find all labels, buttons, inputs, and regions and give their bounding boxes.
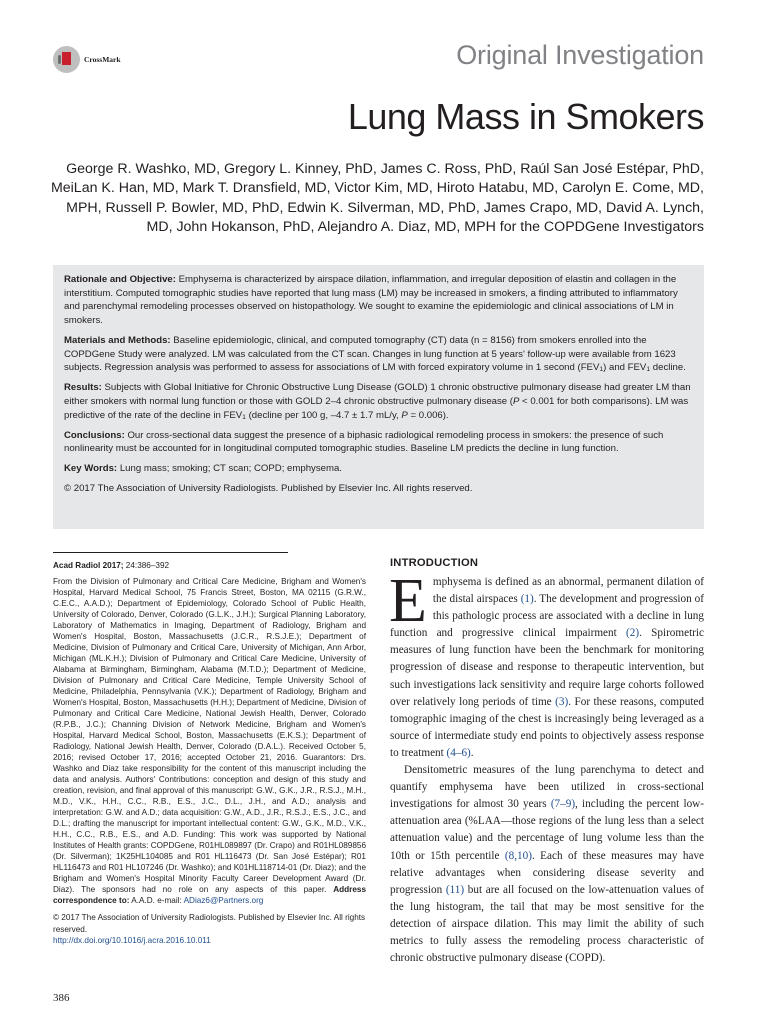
results-label: Results:: [64, 382, 102, 394]
abstract-rationale: [64, 273, 693, 328]
methods-label: Materials and Methods:: [64, 335, 171, 346]
abstract-copyright: © 2017 The Association of University Radiologists. Published by Elsevier Inc. All rights reserved.: [64, 483, 473, 495]
intro-text: , including the percent low-attenuation area (%LAA—those regions of the lung less than a select attenuation value) and the percentage of lung volume less than the 10th or 15th percentile: [390, 798, 704, 862]
conclusions-text: Our cross-sectional data suggest the presence of a biphasic radiological remodeling process in smokers: the presence of such nonlinearity must be accounted for in longitudinal computed tomographic studies. Baseline LM predicts the decline in lung function.: [64, 429, 664, 455]
conclusions-label: Conclusions:: [64, 429, 125, 441]
reference-link[interactable]: (2): [626, 627, 640, 640]
drop-cap: E: [389, 567, 427, 635]
doi-link[interactable]: http://dx.doi.org/10.1016/j.acra.2016.10.011: [53, 935, 211, 945]
intro-text: Densitometric measures of the lung parenchyma to detect and quantify emphysema have been utilized in cross-sectional investigations for almost 30 years: [390, 764, 704, 811]
reference-link[interactable]: (7–9): [550, 798, 576, 811]
methods-subscript: 1: [599, 366, 604, 374]
affiliations-text: From the Division of Pulmonary and Critical Care Medicine, Brigham and Women's Hospital, Harvard Medical School, 75 Francis Street, Boston, MA 02115 (G.R.W., C.E.C., A.A.D.); Department of Epidemiology, Colorado School of Public Health, University of Colorado, Denver, Colorado (G.L.K., J.H.); Surgical Planning Laboratory, Laboratory of Mathematics in Imaging, Department of Radiology, Brigham and Women's Hospital, Boston, Massachusetts (J.C.R., R.S.J.E.); Department of Medicine, Division of Pulmonary and Critical Care, University of Michigan, Ann Arbor, Michigan (ML.K.H.); Division of Pulmonary and Critical Care Medicine, University of Alabama at Birmingham, Birmingham, Alabama (M.T.D.); Department of Medicine, Division of Pulmonary and Critical Care Medicine, Temple University School of Medicine, Philadelphia, Pennsylvania (V.K.); Department of Radiology, Brigham and Women's Hospital, Boston, Massachusetts (H.H.); Department of Medicine, Division of Pulmonary and Critical Care Medicine, National Jewish Health, Denver, Colorado (R.P.B., J.C.); Channing Division of Network Medicine, Brigham and Women's Hospital, Harvard Medical School, Boston, Massachusetts (E.K.S.); Department of Radiology, National Jewish Health, Denver, Colorado (D.A.L.). Received October 5, 2016; revised October 17, 2016; accepted October 21, 2016. Guarantors: Drs. Washko and Diaz take responsibility for the content of this manuscript including the data and analysis. Authors' Contributions: conception and design of this study and creation, revision, and final approval of this manuscript: G.W., G.K., J.R., R.S.J., M.H., M.D., V.K., H.H., C.C., R.B., E.S., J.C., D.L., J.H., and A.D.; analysis and interpretation: G.W. and A.D.; data acquisition: G.W., A.D., J.R., R.S.J., E.S., J.C., and D.L.; drafting the manuscript for important intellectual content: G.W., G.K., M.D., V.K., H.H., C.C., R.B., E.S., and A.D. Funding: This work was supported by National Institutes of Health grants: COPDGene, R01HL089897 (Dr. Crapo) and R01HL089856 (Dr. Silverman); 1K25HL104085 and R01 HL116473 (Dr. San José Estépar); R01 HL116473 and R01 HL107246 (Dr. Washko); and K01HL118714-01 (Dr. Diaz); and the Brigham and Women's Hospital Minority Faculty Career Development Award (Dr. Diaz). The sponsors had no role on any aspects of this paper.: [53, 577, 366, 895]
results-text: (decline per 100 g, –4.7 ± 1.7 mL/y,: [245, 409, 402, 421]
article-notes: [53, 560, 366, 946]
intro-paragraph: [389, 567, 705, 762]
reference-link[interactable]: (4–6): [446, 746, 471, 759]
intro-text: . Spirometric measures of lung function have been the benchmark for monitoring progression of disease and response to therapeutic intervention, but such investigations lack sensitivity and require large cohorts followed over relatively long periods of time: [390, 627, 704, 708]
results-subscript: 1: [242, 413, 246, 421]
reference-link[interactable]: (1): [520, 593, 534, 606]
abstract-box: [53, 265, 704, 529]
rationale-label: Rationale and Objective:: [64, 274, 176, 285]
affiliations-block: [53, 576, 366, 906]
author-list: George R. Washko, MD, Gregory L. Kinney, PhD, James C. Ross, PhD, Raúl San José Estépar, PhD, MeiLan K. Han, MD, Mark T. Dransfield, MD, Victor Kim, MD, Hiroto Hatabu, MD, Carolyn E. Come, MD, MPH, Russell P. Bowler, MD, PhD, Edwin K. Silverman, MD, PhD, James Crapo, MD, David A. Lynch, MD, John Hokanson, PhD, Alejandro A. Diaz, MD, MPH for the COPDGene Investigators: [50, 161, 704, 236]
crossmark-label: CrossMark: [84, 55, 121, 64]
abstract-methods: [64, 334, 693, 375]
results-text: = 0.006).: [407, 409, 449, 421]
address-text: A.A.D. e-mail:: [129, 896, 184, 906]
intro-text: . The development and progression of this pathologic process are associated with a decline in lung function and progressive clinical impairment: [390, 593, 705, 640]
p-value-symbol: P: [401, 409, 408, 421]
page-number: 386: [53, 992, 70, 1004]
notes-copyright-text: © 2017 The Association of University Radiologists. Published by Elsevier Inc. All rights reserved.: [53, 913, 366, 934]
journal-name: Acad Radiol 2017;: [53, 561, 124, 570]
methods-text: decline.: [650, 362, 686, 374]
reference-link[interactable]: (8,10): [504, 849, 532, 862]
notes-copyright: [53, 912, 366, 945]
crossmark-icon: [53, 46, 80, 73]
methods-text: ) and FEV: [603, 362, 647, 374]
crossmark-badge[interactable]: [53, 46, 121, 73]
abstract-keywords: [64, 462, 693, 476]
methods-subscript: 1: [646, 366, 651, 374]
article-title: Lung Mass in Smokers: [347, 96, 704, 137]
abstract-results: [64, 381, 693, 422]
methods-text: Baseline epidemiologic, clinical, and computed tomography (CT) data (n = 8156) from smokers enrolled into the COPDGene Study were analyzed. LM was calculated from the CT scan. Changes in lung function at 5 years' follow-up were available from 1623 subjects. Regression analysis was performed to assess for associations of LM with forced expiratory volume in 1 second (FEV: [64, 335, 676, 374]
reference-link[interactable]: (11): [445, 883, 465, 896]
p-value-symbol: P: [512, 396, 520, 407]
intro-text: . For these reasons, computed tomographic imaging of the chest is increasingly being leveraged as a source of intermediate study end points to objectively assess response to treatment: [390, 695, 704, 759]
column-divider: [53, 552, 288, 553]
results-text: < 0.001 for both comparisons). LM was predictive of the rate of the decline in FEV: [64, 396, 689, 421]
journal-pages: 24:386–392: [123, 561, 170, 570]
address-label: Address correspondence to:: [53, 885, 366, 906]
intro-text: .: [470, 746, 474, 759]
intro-text: mphysema is defined as an abnormal, permanent dilation of the distal airspaces: [432, 576, 704, 606]
keywords-text: Lung mass; smoking; CT scan; COPD; emphysema.: [119, 463, 342, 475]
keywords-label: Key Words:: [64, 463, 118, 475]
intro-text: but are all focused on the low-attenuation values of the lung histogram, the tail that may be most sensitive for the detection of airspace dilation. This may limit the ability of such metrics to fully assess the remodeling process characteristic of chronic obstructive pulmonary disease (COPD).: [390, 883, 704, 965]
section-title: Original Investigation: [456, 40, 704, 70]
introduction-heading: INTRODUCTION: [390, 557, 479, 569]
journal-citation: [53, 560, 366, 571]
results-text: Subjects with Global Initiative for Chronic Obstructive Lung Disease (GOLD) 1 chronic obstructive pulmonary disease had greater LM than either smokers with normal lung function or those with GOLD 2–4 chronic obstructive pulmonary disease (: [64, 382, 691, 407]
intro-text: . Each of these measures may have relative advantages when considering disease severity and progression: [390, 849, 704, 896]
abstract-conclusions: [64, 429, 693, 456]
intro-paragraph: [390, 762, 704, 967]
rationale-text: Emphysema is characterized by airspace dilation, inflammation, and irregular deposition of elastin and collagen in the interstitium. Computed tomographic studies have reported that lung mass (LM) may be increased in smokers, a finding attributed to inflammatory and parenchymal remodeling processes observed on histopathology. We sought to examine the epidemiologic and clinical associations of LM in smokers.: [64, 274, 678, 327]
reference-link[interactable]: (3): [555, 695, 569, 708]
email-link[interactable]: ADiaz6@Partners.org: [183, 896, 264, 906]
introduction-body: [389, 567, 705, 967]
